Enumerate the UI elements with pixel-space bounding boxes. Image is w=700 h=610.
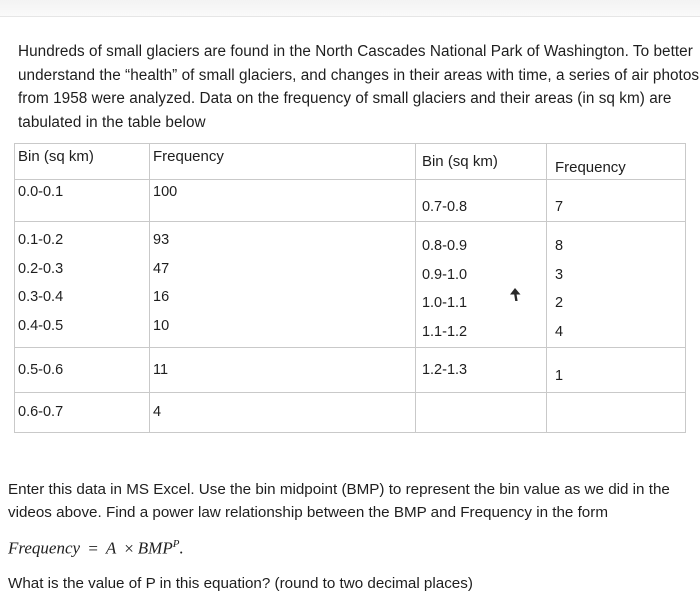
- frequency-cell: 8: [554, 238, 564, 254]
- header-frequency-left: Frequency: [150, 144, 416, 180]
- frequency-cell: 1: [546, 347, 685, 392]
- header-frequency-right: Frequency: [546, 144, 685, 180]
- question-line-2: videos above. Find a power law relationship between the BMP and Frequency in the form: [8, 504, 608, 521]
- question-line-1: Enter this data in MS Excel. Use the bin midpoint (BMP) to represent the bin value as we did in the: [8, 481, 670, 498]
- table-row: [15, 347, 686, 392]
- frequency-cell: 3: [554, 266, 564, 283]
- bin-cell: 0.6-0.7: [15, 392, 150, 432]
- bin-cell: 0.3-0.4: [18, 289, 64, 306]
- frequency-cell: 93: [153, 232, 170, 248]
- frequency-cell: 11: [150, 347, 416, 392]
- bin-cell: 0.4-0.5: [18, 318, 64, 335]
- frequency-cell-group: [546, 222, 685, 348]
- formula-period: .: [179, 538, 184, 558]
- frequency-cell: 100: [150, 180, 416, 222]
- glacier-frequency-table: [14, 143, 686, 433]
- formula-exponent: P: [172, 538, 180, 550]
- intro-line-4: tabulated in the table below: [18, 113, 206, 131]
- header-bin-left: Bin (sq km): [15, 144, 150, 180]
- top-edge-bar: [0, 0, 700, 17]
- bin-cell: 1.1-1.2: [421, 324, 468, 341]
- formula-lhs: Frequency: [8, 538, 81, 558]
- bin-cell: 1.2-1.3: [415, 347, 546, 392]
- frequency-cell: 16: [153, 289, 170, 306]
- table-row-group: [15, 222, 686, 348]
- bin-cell-group: [15, 222, 150, 348]
- question-block: [8, 478, 698, 595]
- bin-cell: 0.9-1.0: [421, 266, 468, 283]
- frequency-cell: 4: [554, 324, 564, 341]
- frequency-cell: 2: [554, 295, 564, 312]
- bin-cell-group: [415, 222, 546, 348]
- bin-cell: 0.7-0.8: [415, 180, 546, 222]
- bin-cell: 0.2-0.3: [18, 260, 64, 277]
- formula-times: ×: [124, 538, 134, 558]
- question-line-3: What is the value of P in this equation? (round to two decimal places): [8, 574, 473, 592]
- frequency-cell: 7: [546, 180, 685, 222]
- table-row: [15, 392, 686, 432]
- bin-cell: 0.1-0.2: [18, 232, 64, 248]
- table-row: [15, 180, 686, 222]
- frequency-cell: 4: [150, 392, 416, 432]
- power-law-formula: [8, 533, 698, 560]
- bin-cell: 0.8-0.9: [421, 238, 468, 254]
- formula-bmp: BMP: [137, 538, 173, 558]
- empty-cell: [415, 392, 546, 432]
- intro-paragraph: [18, 40, 700, 134]
- mouse-pointer-icon: [508, 287, 522, 303]
- empty-cell: [546, 392, 685, 432]
- frequency-cell-group: [150, 222, 416, 348]
- intro-line-2: understand the “health” of small glaciers, and changes in their areas with time, a series of air photos: [18, 66, 700, 84]
- intro-line-1: Hundreds of small glaciers are found in the North Cascades National Park of Washington. To better: [18, 43, 693, 60]
- bin-cell: 0.0-0.1: [15, 180, 150, 222]
- bin-cell: 1.0-1.1: [421, 295, 468, 312]
- frequency-cell: 10: [153, 318, 170, 335]
- bin-cell: 0.5-0.6: [15, 347, 150, 392]
- formula-coefficient: A: [105, 538, 116, 558]
- formula-equals: =: [88, 538, 98, 558]
- header-bin-right: Bin (sq km): [415, 144, 546, 180]
- intro-line-3: from 1958 were analyzed. Data on the frequency of small glaciers and their areas (in sq km) are: [18, 90, 672, 107]
- frequency-cell: 47: [153, 260, 170, 277]
